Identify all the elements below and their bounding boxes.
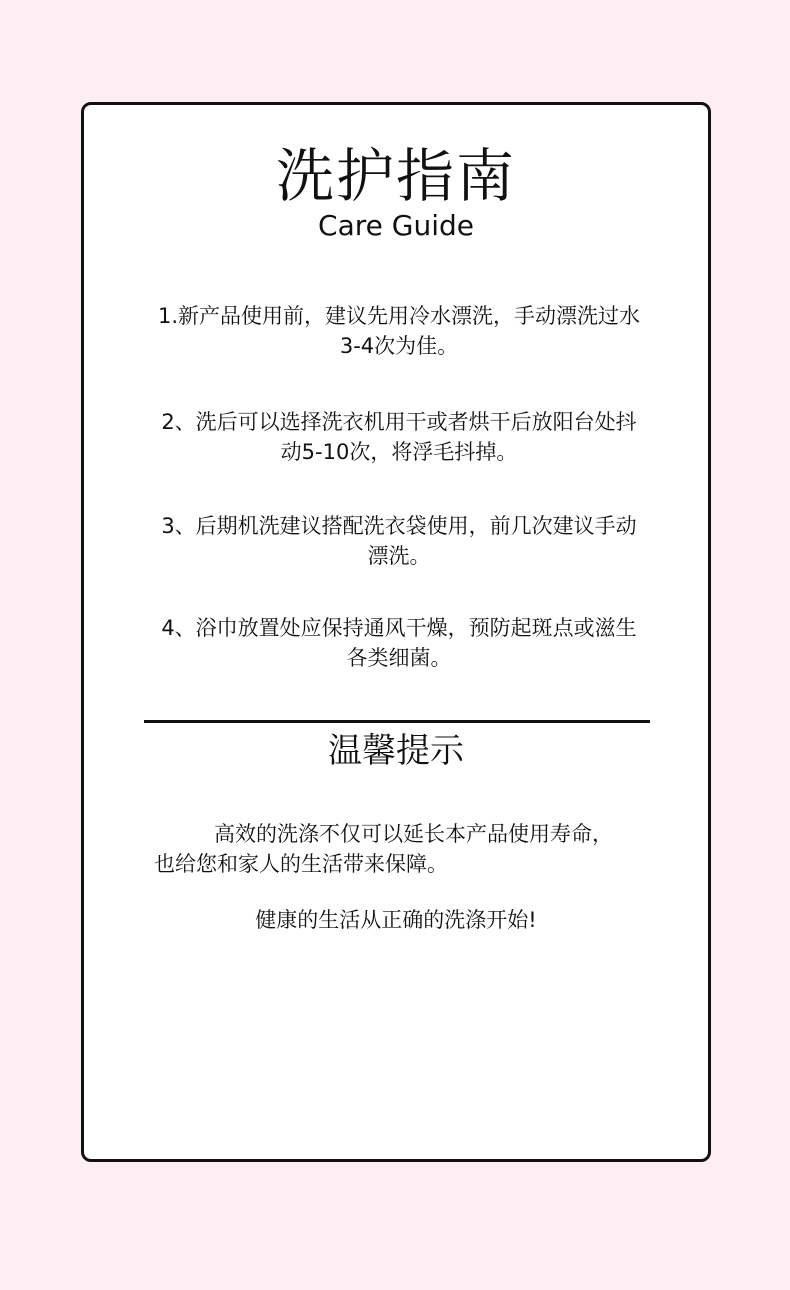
care-step-2: 2、洗后可以选择洗衣机用干或者烘干后放阳台处抖动5-10次，将浮毛抖掉。 xyxy=(161,410,637,464)
care-guide-card xyxy=(81,102,711,1162)
tips-closing: 健康的生活从正确的洗涤开始! xyxy=(255,908,537,932)
section-divider xyxy=(144,720,650,723)
page-title: 洗护指南 xyxy=(275,142,516,210)
care-step-4: 4、浴巾放置处应保持通风干燥，预防起斑点或滋生各类细菌。 xyxy=(161,616,637,670)
tips-paragraph: 高效的洗涤不仅可以延长本产品使用寿命，也给您和家人的生活带来保障。 xyxy=(154,822,613,876)
page-subtitle: Care Guide xyxy=(318,209,474,242)
care-step-3: 3、后期机洗建议搭配洗衣袋使用，前几次建议手动漂洗。 xyxy=(161,514,637,568)
tips-title: 温馨提示 xyxy=(328,731,464,771)
care-step-1: 1.新产品使用前，建议先用冷水漂洗，手动漂洗过水3-4次为佳。 xyxy=(157,304,641,358)
